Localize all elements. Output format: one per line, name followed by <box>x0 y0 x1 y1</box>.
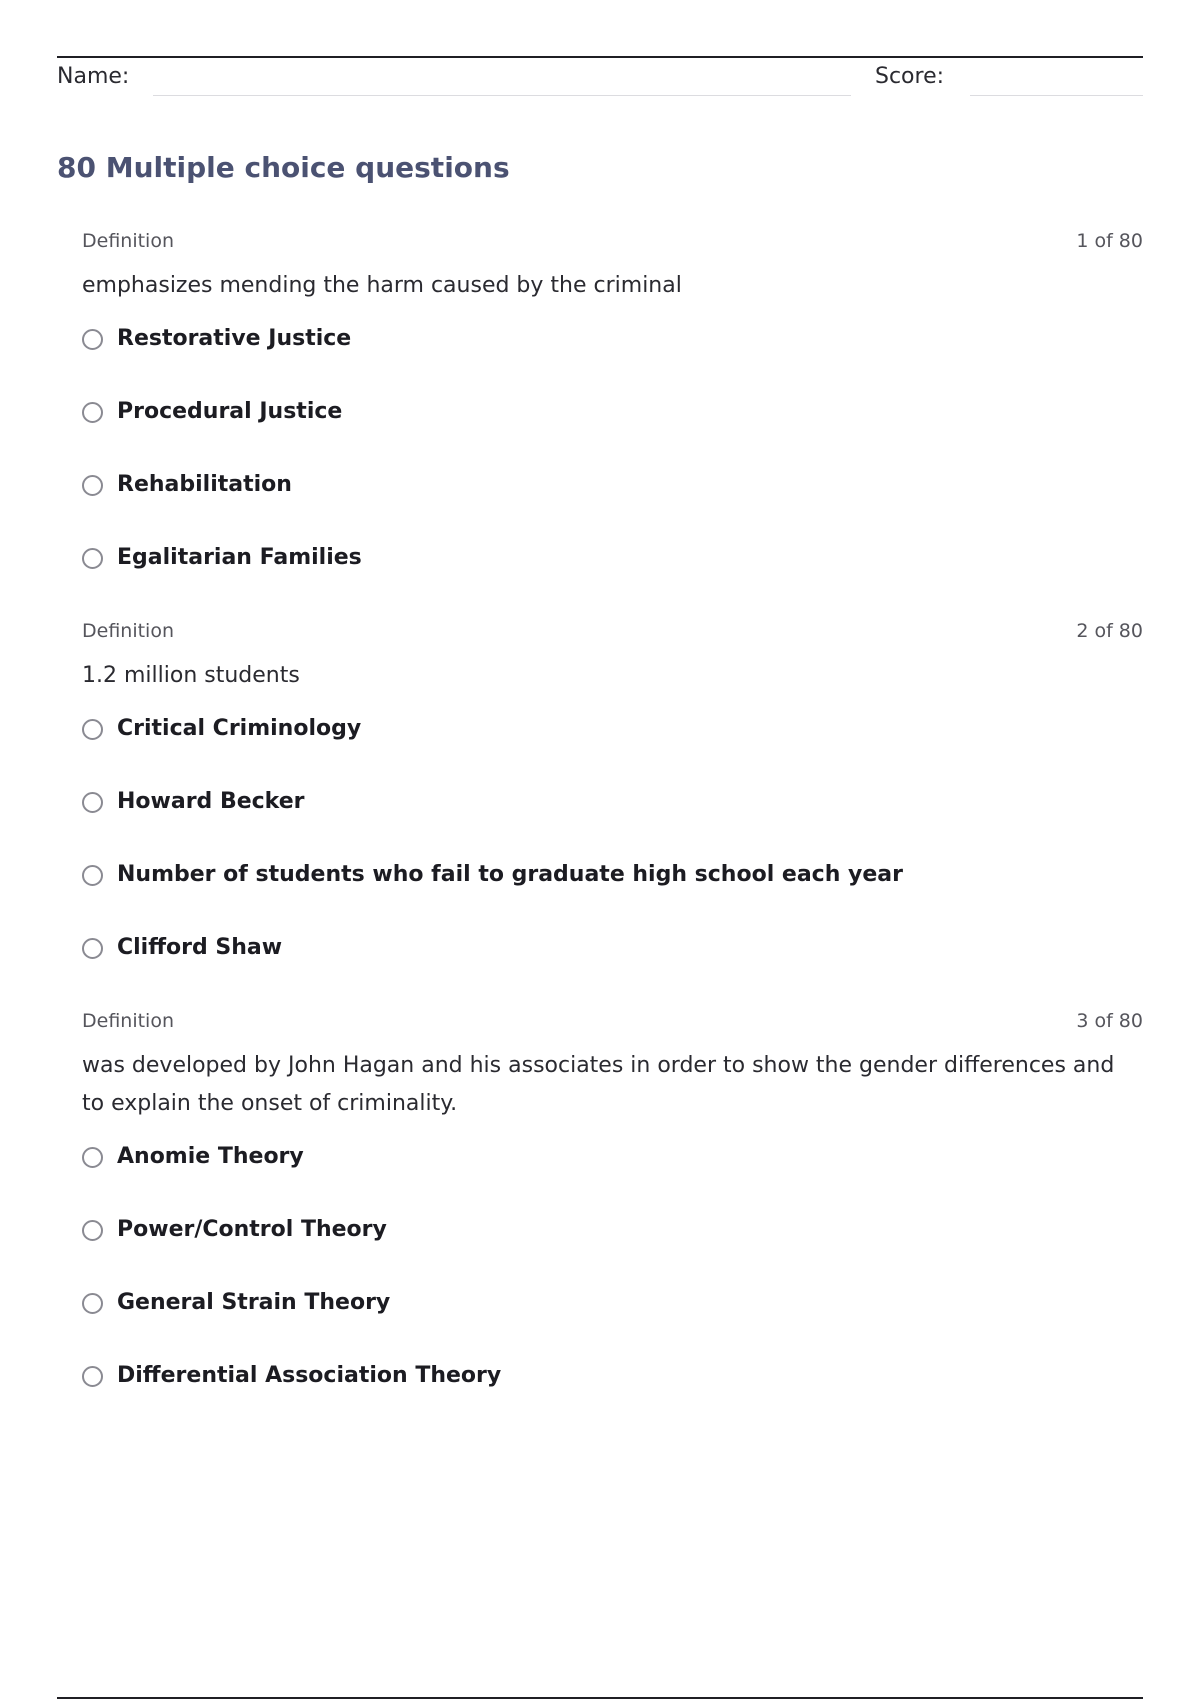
answer-option-label: Restorative Justice <box>117 326 352 351</box>
answer-option-label: Rehabilitation <box>117 472 292 497</box>
question-prompt: was developed by John Hagan and his associates in order to show the gender differences and to explain the onset of criminality. <box>82 1053 1115 1116</box>
question-3 <box>82 1009 1143 1396</box>
answer-option[interactable] <box>82 1137 1143 1177</box>
question-prompt: 1.2 million students <box>82 663 300 688</box>
radio-button-icon[interactable] <box>82 865 103 886</box>
question-1 <box>82 229 1143 578</box>
answer-options <box>82 1137 1143 1396</box>
answer-option-label: Egalitarian Families <box>117 545 362 570</box>
answer-option[interactable] <box>82 392 1143 432</box>
answer-option-label: Anomie Theory <box>117 1144 304 1169</box>
answer-options <box>82 319 1143 578</box>
answer-option[interactable] <box>82 709 1143 749</box>
answer-option[interactable] <box>82 465 1143 505</box>
radio-button-icon[interactable] <box>82 792 103 813</box>
answer-option-label: Differential Association Theory <box>117 1363 502 1388</box>
question-prompt: emphasizes mending the harm caused by the criminal <box>82 273 682 298</box>
answer-option-label: Howard Becker <box>117 789 305 814</box>
question-header <box>82 619 1143 643</box>
score-field[interactable] <box>970 95 1143 96</box>
answer-option[interactable] <box>82 1283 1143 1323</box>
top-rule <box>57 56 1143 58</box>
answer-option-label: Clifford Shaw <box>117 935 283 960</box>
answer-option[interactable] <box>82 855 1143 895</box>
question-counter: 2 of 80 <box>1076 620 1143 642</box>
answer-option[interactable] <box>82 319 1143 359</box>
radio-button-icon[interactable] <box>82 1366 103 1387</box>
question-kind: Definition <box>82 230 175 252</box>
answer-option[interactable] <box>82 1356 1143 1396</box>
answer-option-label: Number of students who fail to graduate high school each year <box>117 862 903 887</box>
answer-option-label: Critical Criminology <box>117 716 362 741</box>
radio-button-icon[interactable] <box>82 402 103 423</box>
section-title: 80 Multiple choice questions <box>57 151 510 184</box>
question-kind: Definition <box>82 1010 175 1032</box>
answer-option-label: Procedural Justice <box>117 399 343 424</box>
answer-option-label: Power/Control Theory <box>117 1217 387 1242</box>
question-header <box>82 1009 1143 1033</box>
radio-button-icon[interactable] <box>82 1220 103 1241</box>
radio-button-icon[interactable] <box>82 1147 103 1168</box>
answer-option[interactable] <box>82 928 1143 968</box>
radio-button-icon[interactable] <box>82 475 103 496</box>
radio-button-icon[interactable] <box>82 548 103 569</box>
radio-button-icon[interactable] <box>82 1293 103 1314</box>
question-counter: 3 of 80 <box>1076 1010 1143 1032</box>
radio-button-icon[interactable] <box>82 719 103 740</box>
score-label: Score: <box>875 64 945 89</box>
radio-button-icon[interactable] <box>82 329 103 350</box>
question-counter: 1 of 80 <box>1076 230 1143 252</box>
question-2 <box>82 619 1143 968</box>
name-label: Name: <box>57 64 130 89</box>
answer-option[interactable] <box>82 538 1143 578</box>
answer-option[interactable] <box>82 782 1143 822</box>
answer-options <box>82 709 1143 968</box>
question-header <box>82 229 1143 253</box>
question-kind: Definition <box>82 620 175 642</box>
radio-button-icon[interactable] <box>82 938 103 959</box>
answer-option[interactable] <box>82 1210 1143 1250</box>
name-field[interactable] <box>153 95 851 96</box>
answer-option-label: General Strain Theory <box>117 1290 391 1315</box>
bottom-rule <box>57 1697 1143 1699</box>
